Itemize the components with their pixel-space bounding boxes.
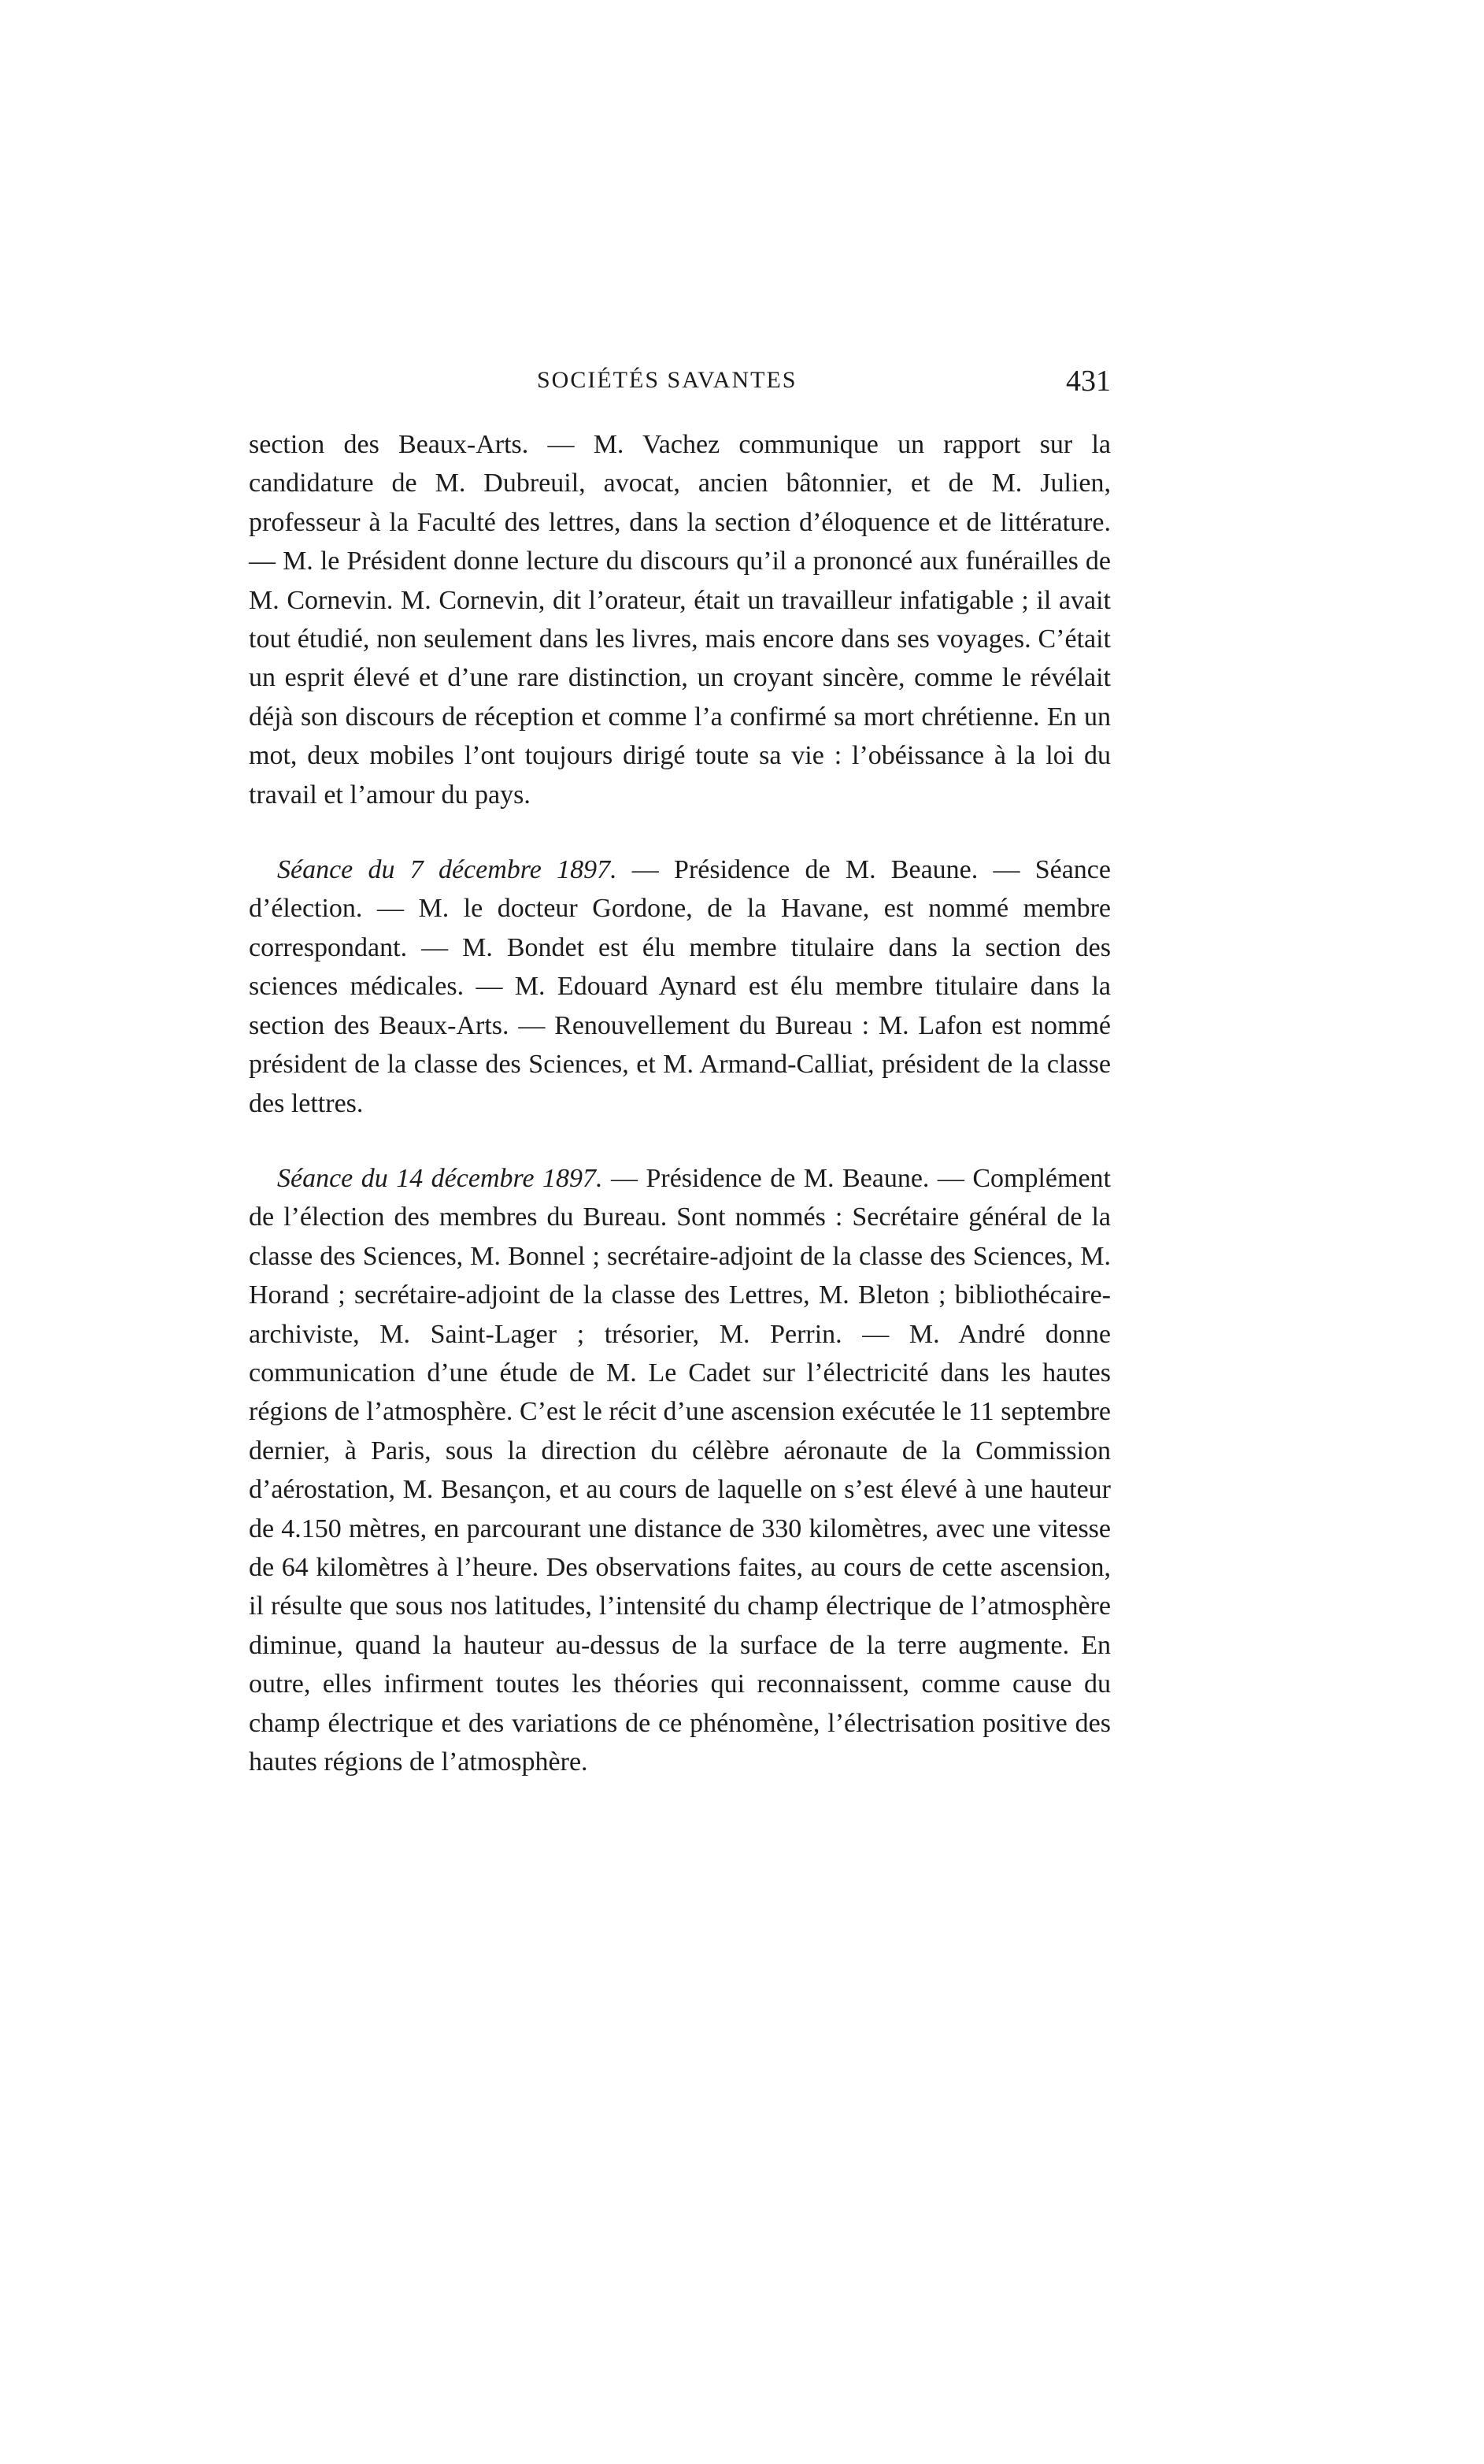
paragraph-seance-14-decembre bbox=[249, 1159, 1111, 1782]
page-number: 431 bbox=[1066, 365, 1111, 398]
running-title: SOCIÉTÉS SAVANTES bbox=[537, 367, 798, 393]
paragraph-seance-7-decembre bbox=[249, 850, 1111, 1123]
paragraph-text: — Présidence de M. Beaune. — Séance d’élection. — M. le docteur Gordone, de la Havane, est nommé membre correspondant. — M. Bondet est élu membre titulaire dans la section des sciences médicales. — M. Edouard Aynard est élu membre titulaire dans la section des Beaux-Arts. — Renouvellement du Bureau : M. Lafon est nommé président de la classe des Sciences, et M. Armand-Calliat, président de la classe des lettres. bbox=[249, 855, 1111, 1118]
paragraph-text: section des Beaux-Arts. — M. Vachez communique un rapport sur la candidature de M. Dubreuil, avocat, ancien bâtonnier, et de M. Julien, professeur à la Faculté des lettres, dans la section d’éloquence et de littérature. — M. le Président donne lecture du discours qu’il a prononcé aux funérailles de M. Cornevin. M. Cornevin, dit l’orateur, était un travailleur infatigable ; il avait tout étudié, non seulement dans les livres, mais encore dans ses voyages. C’était un esprit élevé et d’une rare distinction, un croyant sincère, comme le révélait déjà son discours de réception et comme l’a confirmé sa mort chrétienne. En un mot, deux mobiles l’ont toujours dirigé toute sa vie : l’obéissance à la loi du travail et l’amour du pays. bbox=[249, 430, 1111, 810]
paragraph-continuation bbox=[249, 425, 1111, 814]
session-date: Séance du 7 décembre 1897. bbox=[277, 855, 617, 885]
running-head bbox=[249, 367, 1111, 406]
session-date: Séance du 14 décembre 1897. bbox=[277, 1163, 603, 1193]
paragraph-text: — Présidence de M. Beaune. — Complément de l’élection des membres du Bureau. Sont nommés : Secrétaire général de la classe des Sciences, M. Bonnel ; secrétaire-adjoint de la classe des Sciences, M. Horand ; secrétaire-adjoint de la classe des Lettres, M. Bleton ; bibliothécaire-archiviste, M. Saint-Lager ; trésorier, M. Perrin. — M. André donne communication d’une étude de M. Le Cadet sur l’électricité dans les hautes régions de l’atmosphère. C’est le récit d’une ascension exécutée le 11 septembre dernier, à Paris, sous la direction du célèbre aéronaute de la Commission d’aérostation, M. Besançon, et au cours de laquelle on s’est élevé à une hauteur de 4.150 mètres, en parcourant une distance de 330 kilomètres, avec une vitesse de 64 kilomètres à l’heure. Des observations faites, au cours de cette ascension, il résulte que sous nos latitudes, l’intensité du champ électrique de l’atmosphère diminue, quand la hauteur au-dessus de la surface de la terre augmente. En outre, elles infirment toutes les théories qui reconnaissent, comme cause du champ électrique et des variations de ce phénomène, l’électrisation positive des hautes régions de l’atmosphère. bbox=[249, 1163, 1111, 1777]
body-text bbox=[249, 425, 1111, 1781]
